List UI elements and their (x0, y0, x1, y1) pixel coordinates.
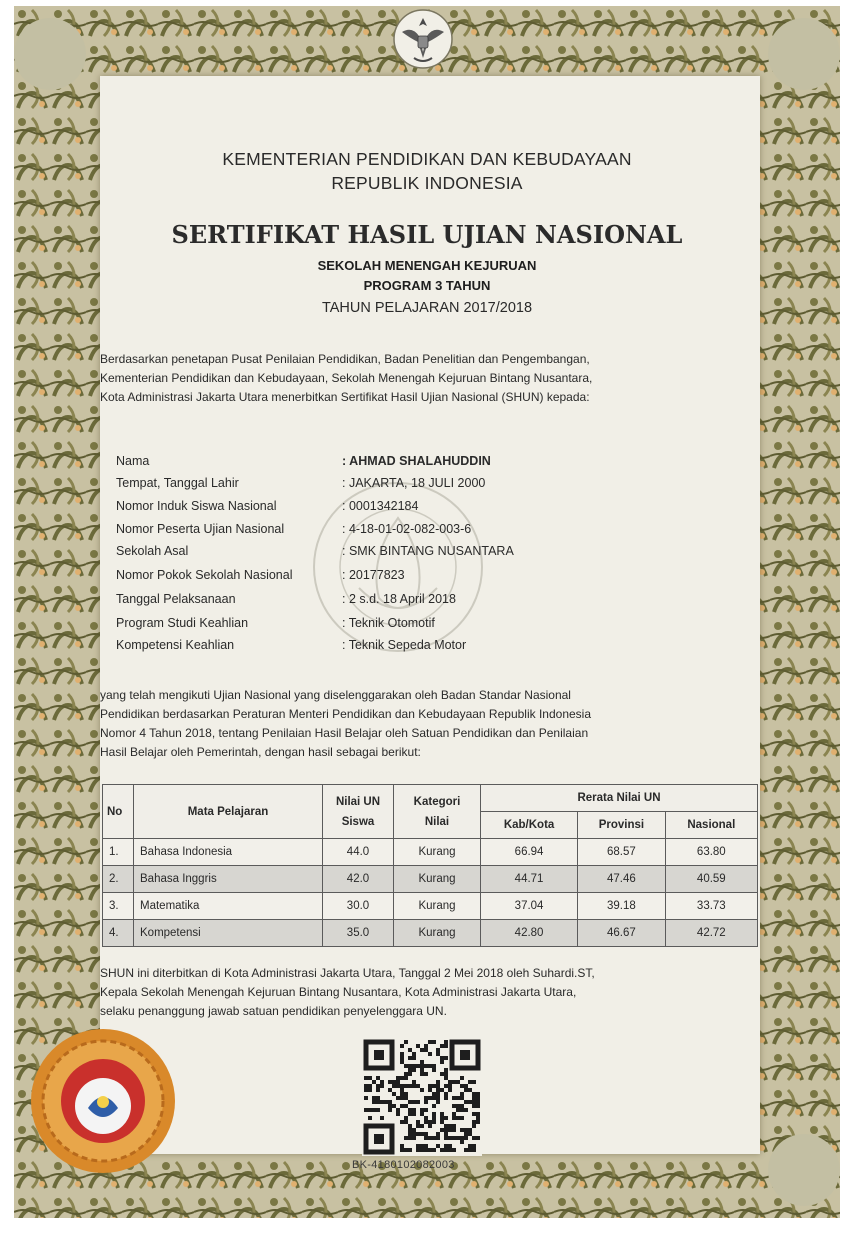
exam-results-table (102, 784, 758, 947)
row-score: 30.0 (323, 893, 394, 920)
closing-line: selaku penanggung jawab satuan pendidikan penyelenggara UN. (100, 1004, 447, 1018)
body-line: Pendidikan berdasarkan Peraturan Menteri Pendidikan dan Kebudayaan Republik Indonesia (100, 707, 592, 721)
intro-line: Berdasarkan penetapan Pusat Penilaian Pendidikan, Badan Penelitian dan Pengembangan, (100, 352, 590, 366)
ministry-hologram-stamp-icon (28, 1026, 178, 1176)
intro-line: Kota Administrasi Jakarta Utara menerbitkan Sertifikat Hasil Ujian Nasional (SHUN) kepada: (100, 390, 590, 404)
field-value-competency: : Teknik Sepeda Motor (342, 638, 467, 652)
field-label-exam-number: Nomor Peserta Ujian Nasional (116, 522, 285, 536)
col-header-score-line1: Nilai UN (335, 795, 381, 808)
field-value-school: : SMK BINTANG NUSANTARA (342, 544, 514, 558)
field-label-name: Nama (116, 454, 150, 468)
field-value-study-program: : Teknik Otomotif (342, 616, 435, 630)
intro-paragraph (100, 350, 592, 407)
col-header-national: Nasional (665, 812, 757, 839)
row-national-avg: 42.72 (665, 920, 757, 947)
closing-paragraph (100, 964, 595, 1021)
row-national-avg: 40.59 (665, 866, 757, 893)
row-score: 42.0 (323, 866, 394, 893)
table-row (103, 920, 758, 947)
certificate-title: SERTIFIKAT HASIL UJIAN NASIONAL (171, 220, 683, 249)
closing-line: SHUN ini diterbitkan di Kota Administrasi Jakarta Utara, Tanggal 2 Mei 2018 oleh Suhardi.ST, (100, 966, 595, 980)
row-no: 4. (103, 920, 134, 947)
field-label-study-program: Program Studi Keahlian (116, 616, 249, 630)
row-category: Kurang (394, 866, 481, 893)
col-header-no: No (103, 785, 134, 839)
field-value-nisn: : 0001342184 (342, 499, 419, 513)
row-subject: Matematika (134, 893, 323, 920)
row-province-avg: 39.18 (578, 893, 666, 920)
col-header-score (323, 785, 394, 839)
row-regency-avg: 66.94 (481, 839, 578, 866)
row-subject: Kompetensi (134, 920, 323, 947)
col-header-subject: Mata Pelajaran (134, 785, 323, 839)
ministry-name-line1: KEMENTERIAN PENDIDIKAN DAN KEBUDAYAAN (222, 149, 632, 169)
field-value-exam-date: : 2 s.d. 18 April 2018 (342, 592, 456, 606)
field-value-birth: : JAKARTA, 18 JULI 2000 (342, 476, 486, 490)
field-value-name: : AHMAD SHALAHUDDIN (342, 454, 491, 468)
garuda-emblem-icon (392, 8, 454, 70)
row-no: 2. (103, 866, 134, 893)
body-line: yang telah mengikuti Ujian Nasional yang diselenggarakan oleh Badan Standar Nasional (100, 688, 571, 702)
col-header-province: Provinsi (578, 812, 666, 839)
corner-rosette-bottom-right (768, 1134, 840, 1206)
row-province-avg: 46.67 (578, 920, 666, 947)
closing-line: Kepala Sekolah Menengah Kejuruan Bintang Nusantara, Kota Administrasi Jakarta Utara, (100, 985, 577, 999)
row-category: Kurang (394, 839, 481, 866)
row-national-avg: 33.73 (665, 893, 757, 920)
row-province-avg: 47.46 (578, 866, 666, 893)
field-value-npsn: : 20177823 (342, 568, 405, 582)
col-header-category-line1: Kategori (413, 795, 461, 808)
corner-rosette-top-right (768, 18, 840, 90)
field-label-school: Sekolah Asal (116, 544, 189, 558)
row-national-avg: 63.80 (665, 839, 757, 866)
academic-year: TAHUN PELAJARAN 2017/2018 (321, 300, 533, 316)
col-header-regency: Kab/Kota (481, 812, 578, 839)
row-category: Kurang (394, 920, 481, 947)
row-no: 1. (103, 839, 134, 866)
row-province-avg: 68.57 (578, 839, 666, 866)
row-subject: Bahasa Indonesia (134, 839, 323, 866)
serial-number: BK-4180102082003 (352, 1159, 455, 1171)
body-line: Hasil Belajar oleh Pemerintah, dengan hasil sebagai berikut: (100, 745, 421, 759)
body-paragraph (100, 686, 591, 762)
col-header-average: Rerata Nilai UN (481, 785, 758, 812)
row-score: 35.0 (323, 920, 394, 947)
field-value-exam-number: : 4-18-01-02-082-003-6 (342, 522, 472, 536)
program-duration: PROGRAM 3 TAHUN (363, 278, 491, 293)
row-regency-avg: 44.71 (481, 866, 578, 893)
col-header-category (394, 785, 481, 839)
intro-line: Kementerian Pendidikan dan Kebudayaan, Sekolah Menengah Kejuruan Bintang Nusantara, (100, 371, 593, 385)
school-level: SEKOLAH MENENGAH KEJURUAN (317, 258, 537, 273)
field-label-competency: Kompetensi Keahlian (116, 638, 235, 652)
certificate-sheet (14, 6, 840, 1218)
table-row (103, 839, 758, 866)
row-no: 3. (103, 893, 134, 920)
row-score: 44.0 (323, 839, 394, 866)
field-label-npsn: Nomor Pokok Sekolah Nasional (116, 568, 293, 582)
ministry-name-line2: REPUBLIK INDONESIA (331, 173, 523, 193)
field-label-nisn: Nomor Induk Siswa Nasional (116, 499, 277, 513)
qr-code-icon (362, 1038, 482, 1156)
col-header-category-line2: Nilai (424, 815, 450, 828)
col-header-score-line2: Siswa (341, 815, 375, 828)
field-label-exam-date: Tanggal Pelaksanaan (116, 592, 236, 606)
corner-rosette-top-left (14, 18, 86, 90)
row-regency-avg: 37.04 (481, 893, 578, 920)
table-row (103, 893, 758, 920)
table-row (103, 866, 758, 893)
row-subject: Bahasa Inggris (134, 866, 323, 893)
body-line: Nomor 4 Tahun 2018, tentang Penilaian Hasil Belajar oleh Satuan Pendidikan dan Penilaian (100, 726, 589, 740)
row-regency-avg: 42.80 (481, 920, 578, 947)
row-category: Kurang (394, 893, 481, 920)
field-label-birth: Tempat, Tanggal Lahir (116, 476, 239, 490)
